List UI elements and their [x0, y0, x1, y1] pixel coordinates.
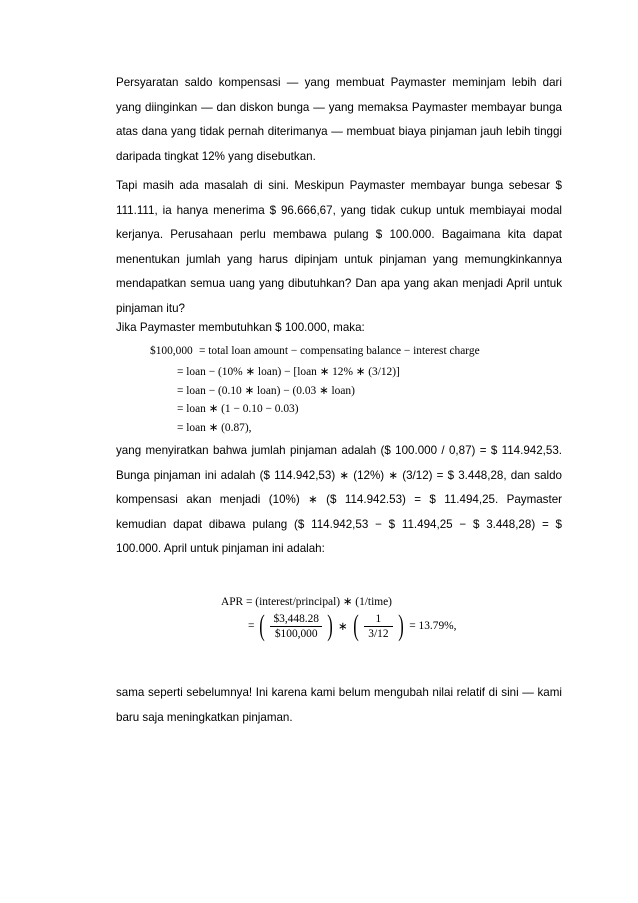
paragraph-implies: yang menyiratkan bahwa jumlah pinjaman adalah ($ 100.000 / 0,87) = $ 114.942,53. Bunga pinjaman ini adalah ($ 114.942,53) ∗ (12%) ∗ (3/12) = $ 3.448,28, dan saldo kompensasi akan menjadi (10%) ∗ ($ 114.942.53) = $ 11.494,25. Paymaster kemudian dapat dibawa pulang ($ 114.942,53 − $ 11.494,25 − $ 3.448,28) = $ 100.000. April untuk pinjaman ini adalah:: [116, 444, 562, 556]
apr-definition: APR = (interest/principal) ∗ (1/time): [221, 596, 392, 608]
paragraph-conclusion: sama seperti sebelumnya! Ini karena kami belum mengubah nilai relatif di sini — kami baru saja meningkatkan pinjaman.: [116, 686, 562, 724]
paragraph-if-needs: Jika Paymaster membutuhkan $ 100.000, maka:: [116, 321, 365, 334]
equation-line-5: = loan ∗ (0.87),: [177, 422, 252, 434]
paragraph-problem: Tapi masih ada masalah di sini. Meskipun Paymaster membayar bunga sebesar $ 111.111, ia hanya menerima $ 96.666,67, yang tidak cukup untuk membiayai modal kerjanya. Perusahaan perlu membawa pulang $ 100.000. Bagaimana kita dapat menentukan jumlah yang harus dipinjam untuk pinjaman yang memungkinkannya mendapatkan semua uang yang dibutuhkan? Dan apa yang akan menjadi April untuk pinjaman itu?: [116, 179, 562, 315]
equation-line-1: = total loan amount − compensating balance − interest charge: [199, 345, 480, 357]
paragraph-compensating-balance: Persyaratan saldo kompensasi — yang membuat Paymaster meminjam lebih dari yang diinginkan — dan diskon bunga — yang memaksa Paymaster membayar bunga atas dana yang tidak pernah diterimanya — membuat biaya pinjaman jauh lebih tinggi daripada tingkat 12% yang disebutkan.: [116, 76, 562, 163]
right-paren: ): [327, 609, 333, 642]
equation-lhs: $100,000: [150, 345, 193, 357]
equation-line-4: = loan ∗ (1 − 0.10 − 0.03): [177, 403, 299, 415]
fraction-numerator: $3,448.28: [270, 612, 322, 627]
apr-equals: =: [248, 620, 255, 632]
equation-line-3: = loan − (0.10 ∗ loan) − (0.03 ∗ loan): [177, 385, 355, 397]
apr-result: = 13.79%,: [409, 620, 457, 632]
left-paren: (: [352, 609, 359, 642]
fraction-denominator: 3/12: [368, 627, 389, 640]
left-paren: (: [259, 609, 266, 642]
equation-line-2: = loan − (10% ∗ loan) − [loan ∗ 12% ∗ (3/12)]: [177, 366, 400, 378]
right-paren: ): [398, 609, 404, 642]
fraction-time: [364, 612, 394, 641]
multiply-sign: ∗: [338, 621, 348, 633]
fraction-denominator: $100,000: [274, 627, 318, 640]
fraction-numerator: 1: [364, 612, 394, 627]
fraction-interest-principal: [270, 612, 322, 641]
apr-computation: [248, 609, 457, 643]
